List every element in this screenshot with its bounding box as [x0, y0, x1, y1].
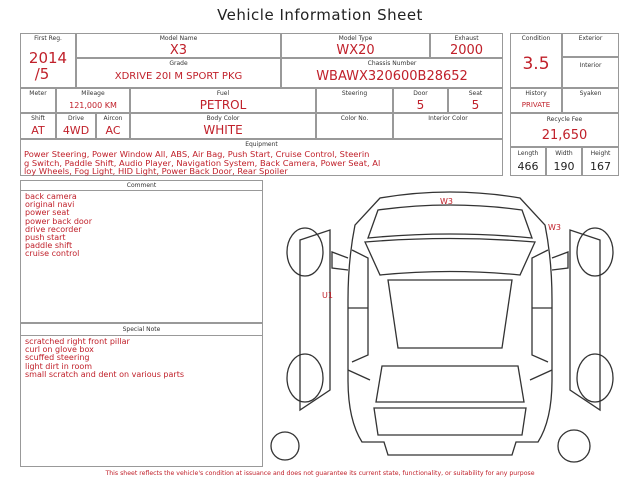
mileage-label: Mileage [81, 90, 105, 97]
shift-value: AT [31, 124, 45, 137]
history-cell [510, 88, 562, 113]
special-note-line: scratched right front pillar [25, 337, 130, 346]
special-note-box [20, 323, 263, 467]
height-label: Height [590, 150, 611, 157]
aircon-cell [96, 113, 130, 139]
exterior-label: Exterior [578, 35, 603, 42]
wheel-front-left [287, 228, 323, 276]
spare-wheel-left [271, 432, 299, 460]
steering-cell [316, 88, 393, 113]
equipment-list [24, 150, 380, 176]
recycle-fee-cell [510, 113, 619, 147]
comment-line: power seat [25, 208, 70, 218]
model-name-value: X3 [169, 43, 188, 58]
car-windshield [365, 239, 535, 276]
equipment-line: Power Steering, Power Window All, ABS, Air Bag, Push Start, Cruise Control, Steerin [24, 149, 370, 159]
equipment-cell [20, 139, 503, 176]
comment-line: power back door [25, 216, 92, 226]
model-type-cell [281, 33, 430, 58]
comment-line: paddle shift [25, 241, 73, 251]
width-value: 190 [553, 160, 575, 173]
comment-label: Comment [21, 182, 262, 191]
length-cell [510, 147, 546, 176]
first-reg-cell [20, 33, 76, 88]
fuel-value: PETROL [199, 98, 247, 112]
comment-line: drive recorder [25, 224, 82, 234]
chassis-label: Chassis Number [367, 60, 417, 67]
interior-cell [562, 57, 619, 88]
seat-value: 5 [471, 98, 480, 112]
seat-label: Seat [468, 90, 483, 97]
grade-label: Grade [169, 60, 188, 67]
color-no-label: Color No. [340, 115, 369, 122]
fuel-label: Fuel [216, 90, 230, 97]
condition-label: Condition [521, 35, 551, 42]
condition-value: 3.5 [522, 54, 550, 74]
car-roof [388, 280, 512, 348]
first-reg-month: /5 [34, 65, 50, 83]
comment-line: push start [25, 233, 66, 243]
width-cell [546, 147, 582, 176]
left-mirror [332, 252, 348, 270]
special-note-line: curl on glove box [25, 345, 94, 355]
right-side-panel [570, 230, 600, 410]
comment-line: back camera [25, 192, 77, 201]
mileage-cell [56, 88, 130, 113]
door-label: Door [413, 90, 428, 97]
exhaust-value: 2000 [449, 43, 484, 58]
comment-list [25, 193, 92, 259]
body-color-value: WHITE [203, 123, 243, 137]
model-name-cell [76, 33, 281, 58]
special-note-line: small scratch and dent on various parts [25, 369, 185, 379]
model-name-label: Model Name [159, 35, 198, 42]
shift-cell [20, 113, 56, 139]
model-type-label: Model Type [338, 35, 373, 42]
exhaust-cell [430, 33, 503, 58]
drive-cell [56, 113, 96, 139]
first-reg-year: 2014 [28, 49, 68, 67]
chassis-value: WBAWX320600B28652 [316, 69, 468, 84]
car-tailgate [374, 408, 526, 435]
right-mirror [552, 252, 568, 270]
wheel-rear-right [577, 354, 613, 402]
seat-cell [448, 88, 503, 113]
damage-mark-left: U1 [322, 291, 333, 300]
length-value: 466 [517, 160, 539, 173]
wheel-rear-left [287, 354, 323, 402]
comment-line: cruise control [25, 249, 80, 259]
color-no-cell [316, 113, 393, 139]
car-right-side [532, 250, 548, 362]
equipment-line: loy Wheels, Fog Light, HID Light, Power Back Door, Rear Spoiler [24, 166, 288, 176]
interior-color-cell [393, 113, 503, 139]
car-hood [368, 205, 532, 238]
fuel-cell [130, 88, 316, 113]
equipment-line: g Switch, Paddle Shift, Audio Player, Navigation System, Back Camera, Power Seat, Al [24, 157, 381, 168]
mileage-value: 121,000 KM [69, 101, 117, 110]
height-cell [582, 147, 619, 176]
wheel-front-right [577, 228, 613, 276]
meter-cell [20, 88, 56, 113]
car-rear-window [376, 366, 524, 402]
exhaust-label: Exhaust [454, 35, 479, 42]
grade-value: XDRIVE 20I M SPORT PKG [114, 71, 243, 82]
body-color-cell [130, 113, 316, 139]
grade-cell [76, 58, 281, 88]
shift-label: Shift [31, 115, 45, 122]
drive-value: 4WD [62, 124, 90, 137]
comment-box [20, 180, 263, 323]
height-value: 167 [590, 160, 611, 173]
model-type-value: WX20 [336, 43, 375, 58]
car-damage-diagram [270, 180, 630, 470]
damage-mark-right: W3 [548, 223, 561, 232]
condition-cell [510, 33, 562, 88]
first-reg-label: First Reg. [34, 35, 62, 42]
steering-label: Steering [341, 90, 368, 97]
spare-wheel-right [558, 430, 590, 462]
history-label: History [525, 90, 547, 97]
special-note-list [25, 338, 184, 379]
body-color-label: Body Color [206, 115, 240, 122]
special-note-line: light dirt in room [25, 361, 93, 371]
special-note-label: Special Note [21, 326, 262, 336]
aircon-value: AC [105, 124, 121, 137]
car-body-outline [348, 192, 552, 455]
door-value: 5 [416, 98, 425, 112]
meter-label: Meter [29, 90, 47, 97]
special-note-line: scuffed steering [25, 353, 90, 363]
comment-line: original navi [25, 200, 75, 210]
exterior-cell [562, 33, 619, 57]
length-label: Length [517, 150, 539, 157]
interior-label: Interior [579, 62, 602, 69]
syaken-cell [562, 88, 619, 113]
drive-label: Drive [68, 115, 84, 122]
recycle-fee-label: Recycle Fee [546, 116, 583, 123]
car-left-side [352, 250, 368, 362]
sheet-title: Vehicle Information Sheet [217, 6, 423, 24]
door-cell [393, 88, 448, 113]
left-side-panel [300, 230, 330, 410]
width-label: Width [555, 150, 573, 157]
history-value: PRIVATE [521, 101, 551, 109]
damage-mark-top: W3 [440, 197, 453, 206]
syaken-label: Syaken [579, 90, 602, 97]
aircon-label: Aircon [103, 115, 123, 122]
recycle-fee-value: 21,650 [541, 128, 588, 143]
equipment-label: Equipment [245, 141, 278, 148]
chassis-cell [281, 58, 503, 88]
disclaimer-footer: This sheet reflects the vehicle's condition at issuance and does not guarantee its current state, functionality, or suitability for any purpose [105, 470, 535, 477]
interior-color-label: Interior Color [428, 115, 468, 122]
